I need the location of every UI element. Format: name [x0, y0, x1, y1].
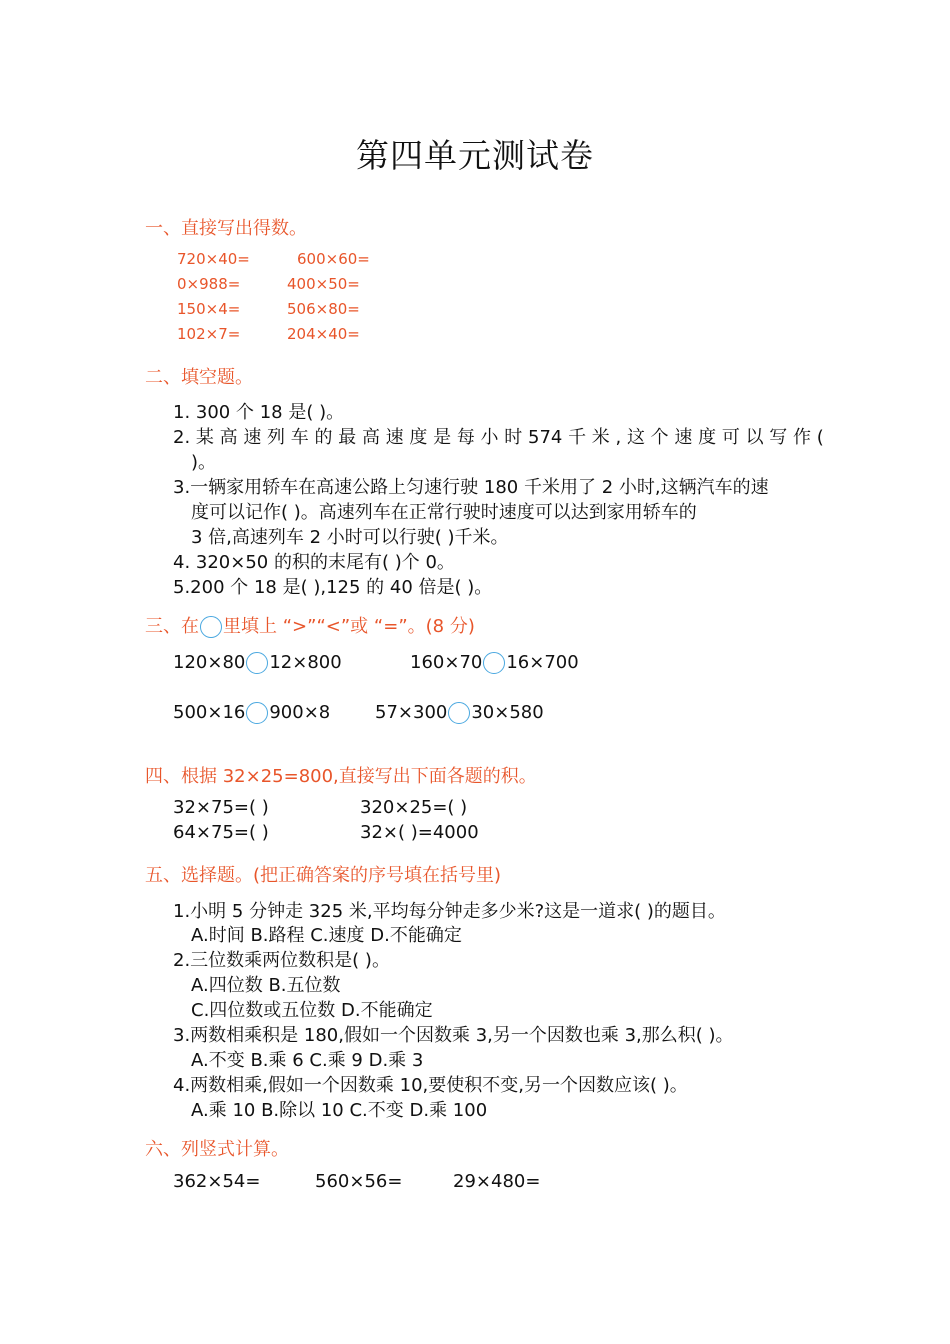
- choice-options: A.时间 B.路程 C.速度 D.不能确定: [191, 925, 462, 946]
- choice-question: 1.小明 5 分钟走 325 米,平均每分钟走多少米?这是一道求( )的题目。: [173, 901, 726, 922]
- page-title: 第四单元测试卷: [356, 136, 594, 175]
- oral-item: 600×60=: [297, 250, 370, 268]
- compare-circle-icon[interactable]: [246, 702, 268, 724]
- fill-question-continued: 3 倍,高速列车 2 小时可以行驶( )千米。: [191, 527, 509, 548]
- oral-item: 506×80=: [287, 300, 360, 318]
- compare-right: 900×8: [269, 702, 331, 723]
- compare-right: 16×700: [506, 652, 579, 673]
- choice-options: C.四位数或五位数 D.不能确定: [191, 1000, 433, 1021]
- fill-question: 4. 320×50 的积的末尾有( )个 0。: [173, 552, 455, 573]
- compare-expr: [173, 702, 330, 724]
- fill-question: 3.一辆家用轿车在高速公路上匀速行驶 180 千米用了 2 小时,这辆汽车的速: [173, 477, 769, 498]
- fill-question: 2. 某 高 速 列 车 的 最 高 速 度 是 每 小 时 574 千 米 , 这 个 速 度 可 以 写 作 (: [173, 427, 824, 448]
- compare-circle-icon[interactable]: [448, 702, 470, 724]
- compare-circle-icon[interactable]: [483, 652, 505, 674]
- product-item: 32×75=( ): [173, 797, 269, 818]
- compare-left: 57×300: [375, 702, 448, 723]
- compare-circle-icon: [200, 616, 222, 638]
- compare-expr: [375, 702, 544, 724]
- product-item: 64×75=( ): [173, 822, 269, 843]
- choice-question: 2.三位数乘两位数积是( )。: [173, 950, 390, 971]
- fill-question: 1. 300 个 18 是( )。: [173, 402, 345, 423]
- choice-options: A.不变 B.乘 6 C.乘 9 D.乘 3: [191, 1050, 424, 1071]
- choice-question: 4.两数相乘,假如一个因数乘 10,要使积不变,另一个因数应该( )。: [173, 1075, 688, 1096]
- compare-circle-icon[interactable]: [246, 652, 268, 674]
- product-item: 32×( )=4000: [360, 822, 479, 843]
- oral-item: 204×40=: [287, 325, 360, 343]
- compare-left: 500×16: [173, 702, 246, 723]
- vertical-calc-item: 29×480=: [453, 1171, 541, 1192]
- choice-question: 3.两数相乘积是 180,假如一个因数乘 3,另一个因数也乘 3,那么积( )。: [173, 1025, 734, 1046]
- section-6-heading: 六、列竖式计算。: [145, 1139, 289, 1160]
- oral-item: 400×50=: [287, 275, 360, 293]
- choice-options: A.四位数 B.五位数: [191, 975, 341, 996]
- section-2-heading: 二、填空题。: [145, 367, 253, 388]
- vertical-calc-item: 560×56=: [315, 1171, 403, 1192]
- section-3-heading-post: 里填上 “>”“<”或 “=”。(8 分): [223, 616, 475, 637]
- vertical-calc-item: 362×54=: [173, 1171, 261, 1192]
- section-4-heading: 四、根据 32×25=800,直接写出下面各题的积。: [145, 766, 537, 787]
- compare-expr: [410, 652, 579, 674]
- oral-item: 150×4=: [177, 300, 241, 318]
- fill-question-continued: )。: [191, 452, 217, 473]
- compare-expr: [173, 652, 342, 674]
- compare-left: 160×70: [410, 652, 483, 673]
- section-1-heading: 一、直接写出得数。: [145, 218, 307, 239]
- choice-options: A.乘 10 B.除以 10 C.不变 D.乘 100: [191, 1100, 488, 1121]
- section-3-heading: [145, 612, 475, 638]
- fill-question: 5.200 个 18 是( ),125 的 40 倍是( )。: [173, 577, 493, 598]
- oral-item: 720×40=: [177, 250, 250, 268]
- oral-item: 102×7=: [177, 325, 241, 343]
- oral-item: 0×988=: [177, 275, 241, 293]
- section-3-heading-pre: 三、在: [145, 616, 199, 637]
- fill-question-continued: 度可以记作( )。高速列车在正常行驶时速度可以达到家用轿车的: [191, 502, 697, 523]
- section-5-heading: 五、选择题。(把正确答案的序号填在括号里): [145, 865, 502, 886]
- compare-right: 12×800: [269, 652, 342, 673]
- product-item: 320×25=( ): [360, 797, 468, 818]
- compare-right: 30×580: [471, 702, 544, 723]
- compare-left: 120×80: [173, 652, 246, 673]
